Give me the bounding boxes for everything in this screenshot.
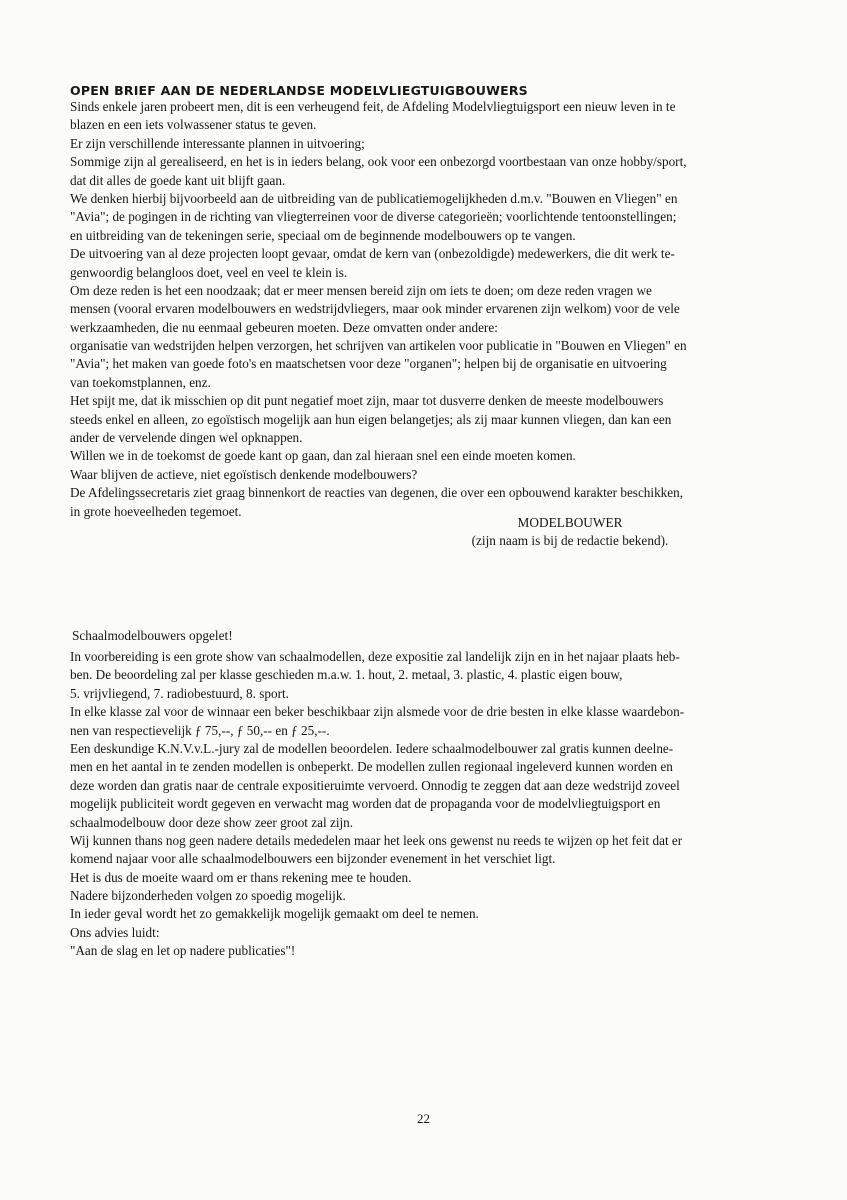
announcement-line: 5. vrijvliegend, 7. radiobestuurd, 8. sport.: [70, 685, 289, 701]
announcement-line: schaalmodelbouw door deze show zeer groot zal zijn.: [70, 814, 354, 830]
letter-line: Waar blijven de actieve, niet egoïstisch denkende modelbouwers?: [70, 466, 418, 482]
announcement-line: Nadere bijzonderheden volgen zo spoedig mogelijk.: [70, 888, 346, 904]
page-number: 22: [417, 1111, 430, 1126]
letter-line: genwoordig belangloos doet, veel en veel te klein is.: [70, 264, 348, 280]
letter-line: De Afdelingssecretaris ziet graag binnenkort de reacties van degenen, die over een opbouwend karakter beschikken,: [70, 485, 684, 501]
announcement-body: [70, 648, 790, 961]
letter-title: OPEN BRIEF AAN DE NEDERLANDSE MODELVLIEGTUIGBOUWERS: [70, 83, 528, 98]
announcement-line: komend najaar voor alle schaalmodelbouwers een bijzonder evenement in het verschiet ligt.: [70, 851, 556, 867]
letter-line: Om deze reden is het een noodzaak; dat er meer mensen bereid zijn om iets te doen; om deze reden vragen we: [70, 282, 652, 298]
letter-line: mensen (vooral ervaren modelbouwers en wedstrijdvliegers, maar ook minder ervarenen zijn welkom) voor de vele: [70, 301, 680, 317]
announcement-line: Een deskundige K.N.V.v.L.-jury zal de modellen beoordelen. Iedere schaalmodelbouwer zal gratis kunnen deelne-: [70, 740, 674, 756]
letter-line: De uitvoering van al deze projecten loopt gevaar, omdat de kern van (onbezoldigde) medewerkers, die dit werk te-: [70, 246, 675, 262]
letter-line: "Avia"; de pogingen in de richting van vliegterreinen voor de diverse categorieën; voorlichtende tentoonstellingen;: [70, 209, 677, 225]
signature-name: MODELBOUWER: [517, 515, 623, 530]
letter-line: steeds enkel en alleen, zo egoïstisch mogelijk aan hun eigen belangetjes; als zij maar kunnen vliegen, dan kan een: [70, 411, 672, 427]
letter-line: We denken hierbij bijvoorbeeld aan de uitbreiding van de publicatiemogelijkheden d.m.v. "Bouwen en Vliegen" en: [70, 190, 678, 206]
signature-note: (zijn naam is bij de redactie bekend).: [471, 533, 669, 549]
letter-line: blazen en een iets volwassener status te geven.: [70, 117, 317, 133]
announcement-line: In voorbereiding is een grote show van schaalmodellen, deze expositie zal landelijk zijn en in het najaar plaats heb-: [70, 649, 680, 664]
announcement-line: "Aan de slag en let op nadere publicaties"!: [70, 943, 296, 959]
letter-line: dat dit alles de goede kant uit blijft gaan.: [70, 172, 286, 188]
announcement-line: In ieder geval wordt het zo gemakkelijk mogelijk gemaakt om deel te nemen.: [70, 906, 479, 922]
announcement-line: nen van respectievelijk ƒ 75,--, ƒ 50,-- en ƒ 25,--.: [70, 722, 330, 738]
announcement-line: Ons advies luidt:: [70, 924, 160, 940]
letter-body: [70, 98, 790, 521]
announcement-line: ben. De beoordeling zal per klasse geschieden m.a.w. 1. hout, 2. metaal, 3. plastic, 4. plastic eigen bouw,: [70, 667, 623, 683]
letter-line: ander de vervelende dingen wel opknappen.: [70, 430, 303, 446]
letter-line: Willen we in de toekomst de goede kant op gaan, dan zal hieraan snel een einde moeten komen.: [70, 448, 576, 464]
announcement-line: In elke klasse zal voor de winnaar een beker beschikbaar zijn alsmede voor de drie besten in elke klasse waardebon-: [70, 704, 685, 720]
announcement-line: men en het aantal in te zenden modellen is onbeperkt. De modellen zullen regionaal ingeleverd kunnen worden en: [70, 759, 673, 775]
letter-line: werkzaamheden, die nu eenmaal gebeuren moeten. Deze omvatten onder andere:: [70, 319, 498, 335]
letter-signature: [440, 514, 700, 551]
letter-line: van toekomstplannen, enz.: [70, 374, 211, 390]
announcement-line: deze worden dan gratis naar de centrale expositieruimte vervoerd. Onnodig te zeggen dat aan deze wedstrijd zoveel: [70, 777, 680, 793]
announcement-line: Wij kunnen thans nog geen nadere details mededelen maar het leek ons gewenst nu reeds te wijzen op het feit dat er: [70, 832, 683, 848]
announcement-line: Het is dus de moeite waard om er thans rekening mee te houden.: [70, 869, 412, 885]
letter-line: in grote hoeveelheden tegemoet.: [70, 503, 242, 519]
letter-line: organisatie van wedstrijden helpen verzorgen, het schrijven van artikelen voor publicatie in "Bouwen en Vliegen" en: [70, 338, 687, 354]
announcement-title: Schaalmodelbouwers opgelet!: [72, 628, 233, 643]
letter-line: Er zijn verschillende interessante plannen in uitvoering;: [70, 135, 365, 151]
letter-line: en uitbreiding van de tekeningen serie, speciaal om de beginnende modelbouwers op te vangen.: [70, 227, 576, 243]
announcement-line: mogelijk publiciteit wordt gegeven en verwacht mag worden dat de propaganda voor de modelvliegtuigsport en: [70, 796, 661, 812]
letter-line: Het spijt me, dat ik misschien op dit punt negatief moet zijn, maar tot dusverre denken de meeste modelbouwers: [70, 393, 664, 409]
letter-line: Sommige zijn al gerealiseerd, en het is in ieders belang, ook voor een onbezorgd voortbestaan van onze hobby/sport,: [70, 154, 687, 170]
letter-line: "Avia"; het maken van goede foto's en maatschetsen voor deze "organen"; helpen bij de organisatie en uitvoering: [70, 356, 667, 372]
letter-line: Sinds enkele jaren probeert men, dit is een verheugend feit, de Afdeling Modelvliegtuigsport een nieuw leven in te: [70, 99, 676, 114]
